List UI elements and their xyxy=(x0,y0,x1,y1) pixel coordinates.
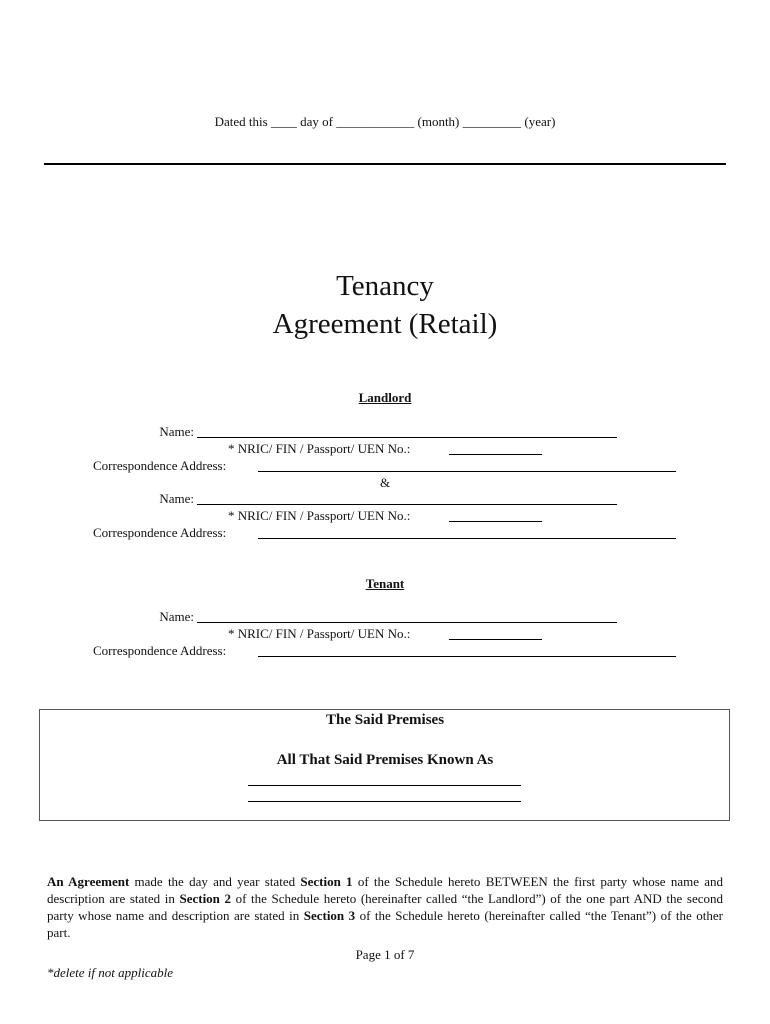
landlord-address-label: Correspondence Address: xyxy=(93,458,227,473)
landlord2-address-label: Correspondence Address: xyxy=(93,525,227,540)
document-title-line1: Tenancy xyxy=(336,270,434,302)
tenant-address-label: Correspondence Address: xyxy=(93,643,227,658)
agreement-text-1: made the day and year stated xyxy=(129,874,301,889)
agreement-text-2: of the Schedule hereto BETWEEN the first party whose name and description are stated in xyxy=(47,874,723,906)
document-title-line2: Agreement (Retail) xyxy=(272,308,498,340)
agreement-term: An Agreement xyxy=(47,874,130,889)
premises-address-field-2[interactable] xyxy=(248,801,521,802)
dated-line: Dated this ____ day of ____________ (month) _________ (year) xyxy=(214,114,556,129)
landlord-address-field[interactable] xyxy=(258,471,676,472)
landlord2-nric-label: * NRIC/ FIN / Passport/ UEN No.: xyxy=(228,508,411,523)
agreement-text-3: of the Schedule hereto (hereinafter called “the Landlord”) of the one part AND the second party whose name and description are stated in xyxy=(47,891,723,923)
premises-subheading: All That Said Premises Known As xyxy=(276,752,494,768)
landlord-name-label: Name: xyxy=(159,424,194,439)
landlord-heading: Landlord xyxy=(358,390,412,405)
section-2-ref: Section 2 xyxy=(179,891,232,906)
page-number: Page 1 of 7 xyxy=(355,947,415,962)
tenant-nric-field[interactable] xyxy=(449,639,542,640)
landlord2-nric-field[interactable] xyxy=(449,521,542,522)
landlord-name-field[interactable] xyxy=(197,437,617,438)
landlord2-name-label: Name: xyxy=(159,491,194,506)
section-1-ref: Section 1 xyxy=(300,874,353,889)
landlord-separator: & xyxy=(379,475,391,490)
agreement-paragraph xyxy=(47,873,723,941)
premises-heading: The Said Premises xyxy=(325,712,445,728)
tenant-nric-label: * NRIC/ FIN / Passport/ UEN No.: xyxy=(228,626,411,641)
landlord2-name-field[interactable] xyxy=(197,504,617,505)
tenant-address-field[interactable] xyxy=(258,656,676,657)
section-3-ref: Section 3 xyxy=(303,908,356,923)
tenant-name-label: Name: xyxy=(159,609,194,624)
header-divider xyxy=(44,163,726,165)
landlord-nric-field[interactable] xyxy=(449,454,542,455)
tenant-heading: Tenant xyxy=(365,576,405,591)
landlord-nric-label: * NRIC/ FIN / Passport/ UEN No.: xyxy=(228,441,411,456)
footnote: *delete if not applicable xyxy=(47,965,173,980)
landlord2-address-field[interactable] xyxy=(258,538,676,539)
premises-address-field-1[interactable] xyxy=(248,785,521,786)
tenant-name-field[interactable] xyxy=(197,622,617,623)
agreement-text-4: of the Schedule hereto (hereinafter called “the Tenant”) of the other part. xyxy=(47,908,723,940)
